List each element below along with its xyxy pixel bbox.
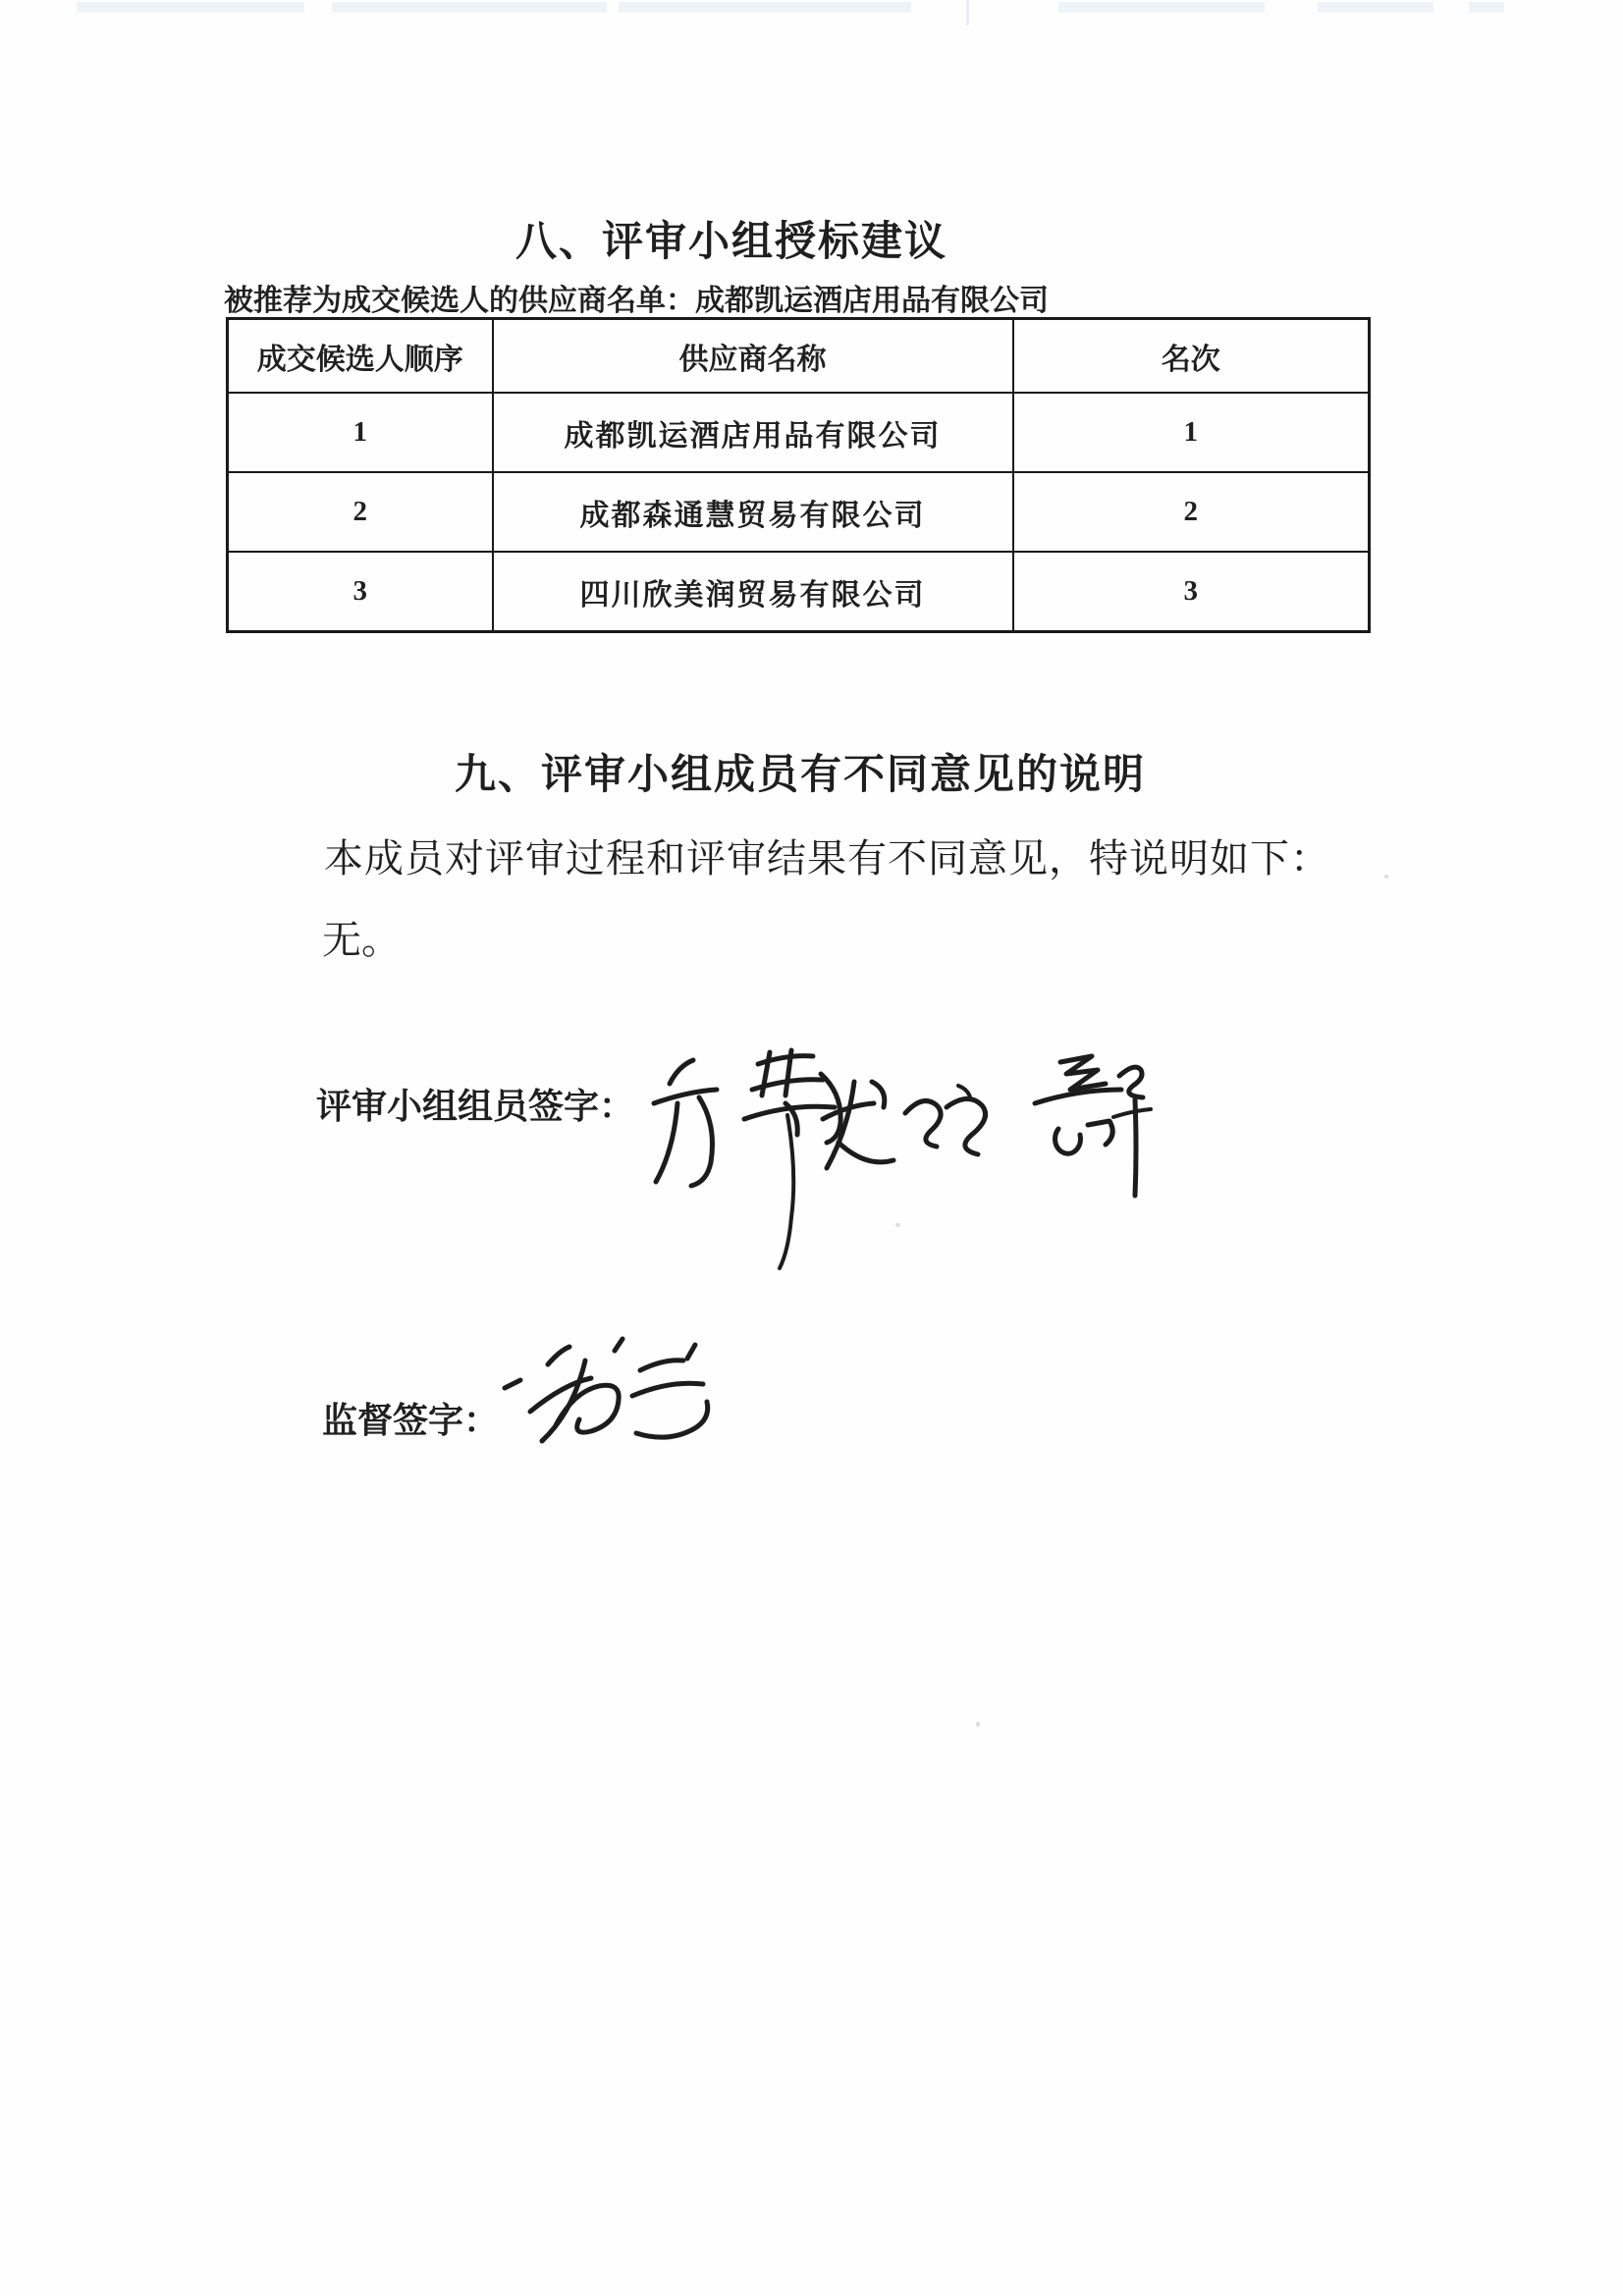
header-supplier-name: 供应商名称 (493, 319, 1013, 394)
supervisor-signature-label: 监督签字： (322, 1400, 500, 1440)
scan-artifact (77, 2, 304, 13)
table-row (228, 393, 1370, 472)
recommended-supplier-line: 被推荐为成交候选人的供应商名单：成都凯运酒店用品有限公司 (224, 285, 1049, 317)
dissent-statement-line: 本成员对评审过程和评审结果有不同意见，特说明如下： (324, 836, 1330, 881)
dissent-none-text: 无。 (322, 918, 401, 962)
scan-artifact (619, 2, 911, 13)
award-candidates-table (226, 317, 1371, 633)
header-rank: 名次 (1013, 319, 1370, 394)
members-signature-label: 评审小组组员签字： (316, 1086, 635, 1126)
member-signature-2 (811, 1068, 1002, 1191)
scan-speck (976, 1722, 980, 1727)
scan-artifact (1469, 2, 1504, 13)
supplier-name: 成都凯运酒店用品有限公司 (493, 393, 1013, 472)
scan-artifact (332, 2, 607, 13)
scan-artifact (1058, 2, 1265, 13)
table-header-row (228, 319, 1370, 394)
table-row (228, 552, 1370, 632)
scan-artifact (1318, 2, 1434, 13)
candidate-order: 3 (228, 552, 493, 632)
supplier-name: 成都森通慧贸易有限公司 (493, 472, 1013, 552)
section9-title: 九、评审小组成员有不同意见的说明 (454, 751, 1146, 797)
member-signature-3 (1017, 1046, 1169, 1208)
section8-title: 八、评审小组授标建议 (514, 218, 947, 264)
supplier-name: 四川欣美润贸易有限公司 (493, 552, 1013, 632)
rank: 1 (1013, 393, 1370, 472)
candidate-order: 2 (228, 472, 493, 552)
scan-artifact (966, 0, 969, 26)
scan-speck (1384, 875, 1388, 879)
supervisor-signature (491, 1327, 727, 1474)
table-row (228, 472, 1370, 552)
rank: 3 (1013, 552, 1370, 632)
candidate-order: 1 (228, 393, 493, 472)
rank: 2 (1013, 472, 1370, 552)
header-candidate-order: 成交候选人顺序 (228, 319, 493, 394)
